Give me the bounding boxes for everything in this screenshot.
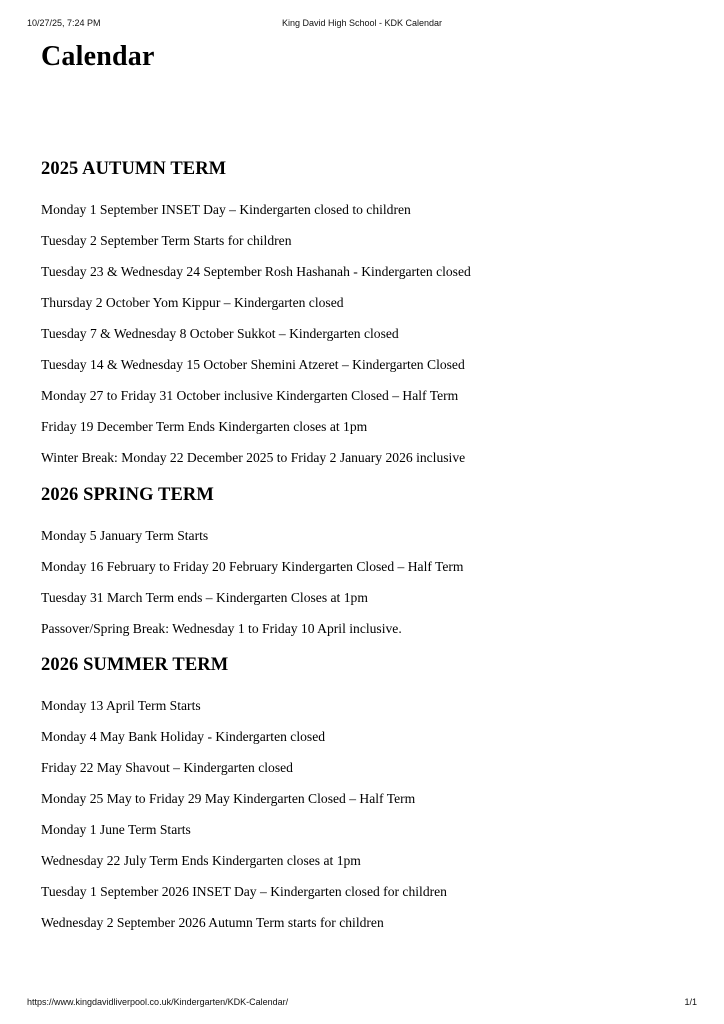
term-item: Tuesday 2 September Term Starts for children [41,233,292,248]
term-item: Tuesday 31 March Term ends – Kindergarten Closes at 1pm [41,590,368,605]
term-item: Winter Break: Monday 22 December 2025 to Friday 2 January 2026 inclusive [41,450,466,465]
term-heading: 2026 SPRING TERM [41,485,214,505]
term-item: Monday 1 September INSET Day – Kindergarten closed to children [41,202,411,217]
page-number: 1/1 [684,997,697,1007]
term-item: Monday 25 May to Friday 29 May Kindergarten Closed – Half Term [41,791,416,806]
term-item-list [41,690,683,938]
term-item: Monday 16 February to Friday 20 February Kindergarten Closed – Half Term [41,559,464,574]
source-url: https://www.kingdavidliverpool.co.uk/Kindergarten/KDK-Calendar/ [27,997,289,1007]
term-item: Friday 19 December Term Ends Kindergarten closes at 1pm [41,419,368,434]
term-item: Monday 1 June Term Starts [41,822,191,837]
term-heading: 2026 SUMMER TERM [41,655,229,675]
term-item: Tuesday 1 September 2026 INSET Day – Kindergarten closed for children [41,884,447,899]
page-title: Calendar [41,41,155,72]
document-body [41,40,683,964]
term-item: Monday 13 April Term Starts [41,698,201,713]
term-item: Thursday 2 October Yom Kippur – Kindergarten closed [41,295,344,310]
term-item: Monday 27 to Friday 31 October inclusive Kindergarten Closed – Half Term [41,388,459,403]
term-item: Tuesday 7 & Wednesday 8 October Sukkot – Kindergarten closed [41,326,399,341]
print-header [0,16,724,30]
term-item-list [41,520,683,644]
term-section-spring [41,484,683,644]
term-item: Friday 22 May Shavout – Kindergarten closed [41,760,293,775]
term-item: Tuesday 23 & Wednesday 24 September Rosh Hashanah - Kindergarten closed [41,264,471,279]
print-timestamp: 10/27/25, 7:24 PM [27,18,101,28]
print-document-title: King David High School - KDK Calendar [281,18,443,28]
term-item: Monday 5 January Term Starts [41,528,209,543]
term-heading: 2025 AUTUMN TERM [41,159,227,179]
term-item: Wednesday 22 July Term Ends Kindergarten closes at 1pm [41,853,361,868]
term-item: Passover/Spring Break: Wednesday 1 to Friday 10 April inclusive. [41,621,402,636]
term-section-autumn [41,158,683,473]
term-item: Monday 4 May Bank Holiday - Kindergarten closed [41,729,326,744]
term-item: Tuesday 14 & Wednesday 15 October Shemini Atzeret – Kindergarten Closed [41,357,465,372]
term-item: Wednesday 2 September 2026 Autumn Term starts for children [41,915,384,930]
term-item-list [41,194,683,473]
term-section-summer [41,654,683,938]
print-footer [0,995,724,1009]
